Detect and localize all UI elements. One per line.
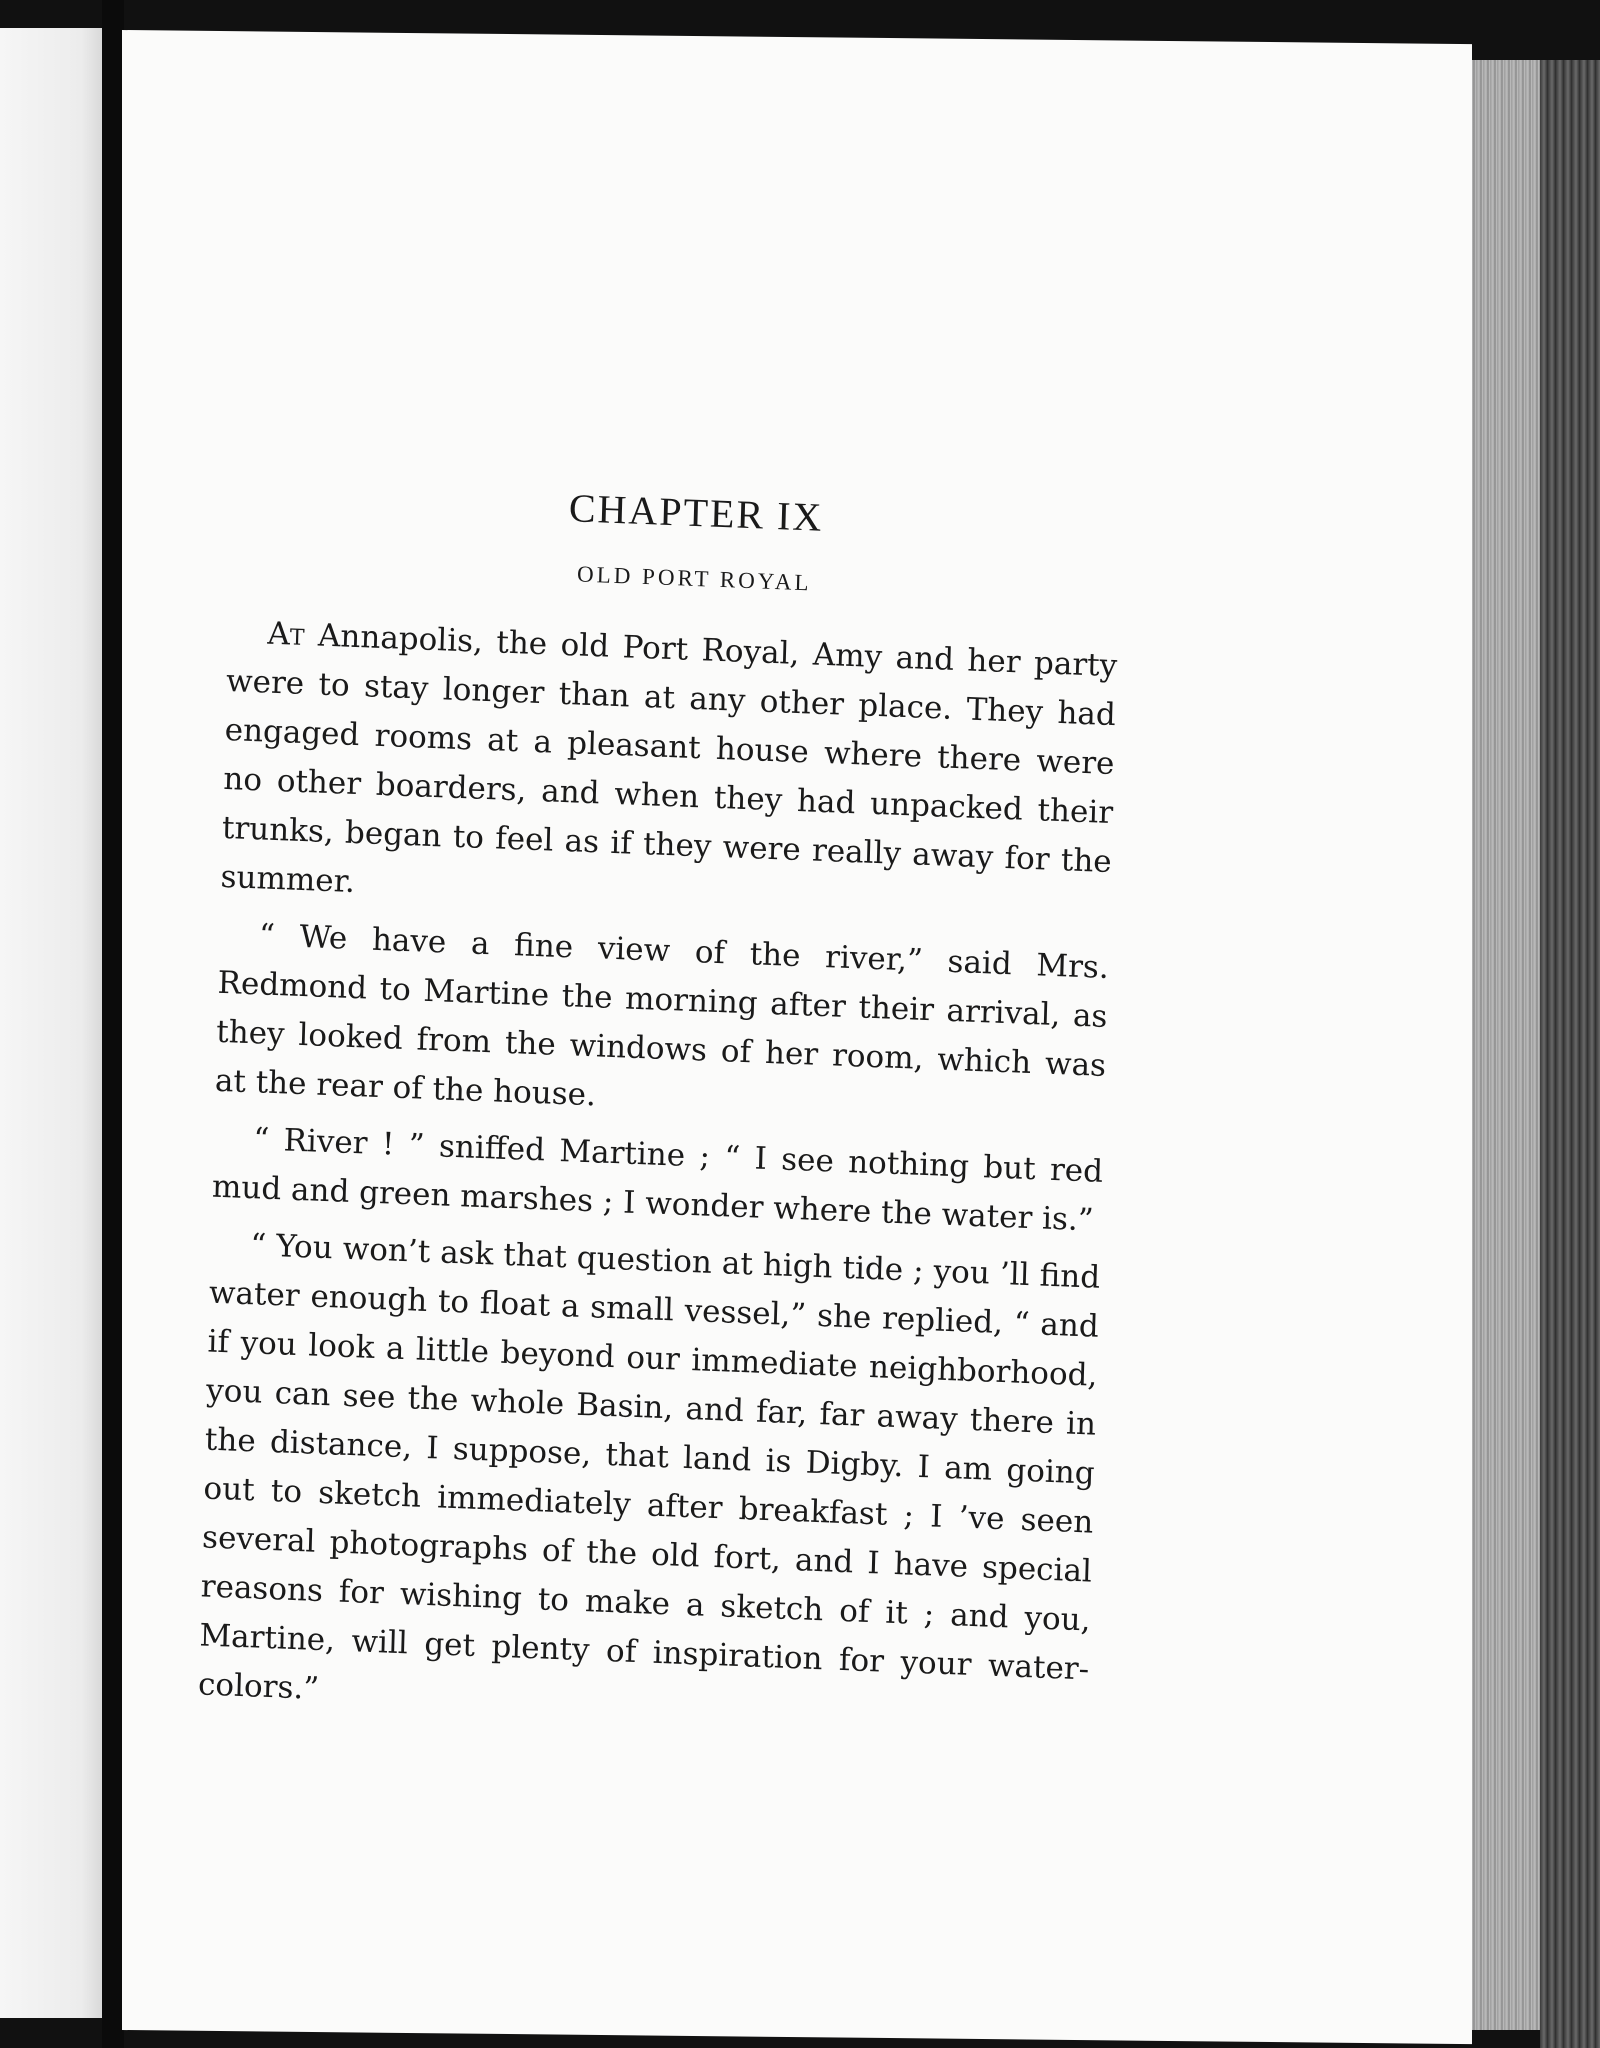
left-page-edge: [0, 28, 102, 2018]
text-block: [197, 471, 1121, 1751]
cover-edge: [1540, 60, 1600, 2048]
paragraph-lead: At: [266, 615, 306, 653]
paragraph-1: [220, 608, 1118, 936]
paragraph-2: [214, 910, 1109, 1140]
paragraph-text: “ We have a fine view of the river,” said Mrs. Redmond to Martine the morning after their arrival, as they looked from the windows of her room, which was at the rear of the house.: [214, 917, 1110, 1114]
chapter-title: CHAPTER IX: [568, 485, 824, 540]
book-gutter: [102, 0, 124, 2048]
paragraph-4: [197, 1220, 1100, 1744]
paragraph-text: “ River ! ” sniffed Martine ; “ I see nothing but red mud and green marshes ; I wonder where the water is.”: [211, 1121, 1104, 1239]
paragraph-text: “ You won’t ask that question at high tide ; you ’ll find water enough to float a small vessel,” she replied, “ and if you look a little beyond our immediate neighborhood, you can see the whole Basin, and far, far away there in the distance, I suppose, that land is Digby. I am going out to sketch immediately after breakfast ; I ’ve seen several photographs of the old fort, and I have special reasons for wishing to make a sketch of it ; and you, Martine, will get plenty of inspiration for your water-colors.”: [197, 1227, 1101, 1707]
paragraph-text: Annapolis, the old Port Royal, Amy and her party were to stay longer than at any other place. They had engaged rooms at a pleasant house where there were no other boarders, and when they had unpacked their trunks, began to feel as if they were really away for the summer.: [220, 617, 1118, 901]
chapter-subtitle: OLD PORT ROYAL: [576, 561, 812, 596]
right-page: [122, 30, 1472, 2044]
